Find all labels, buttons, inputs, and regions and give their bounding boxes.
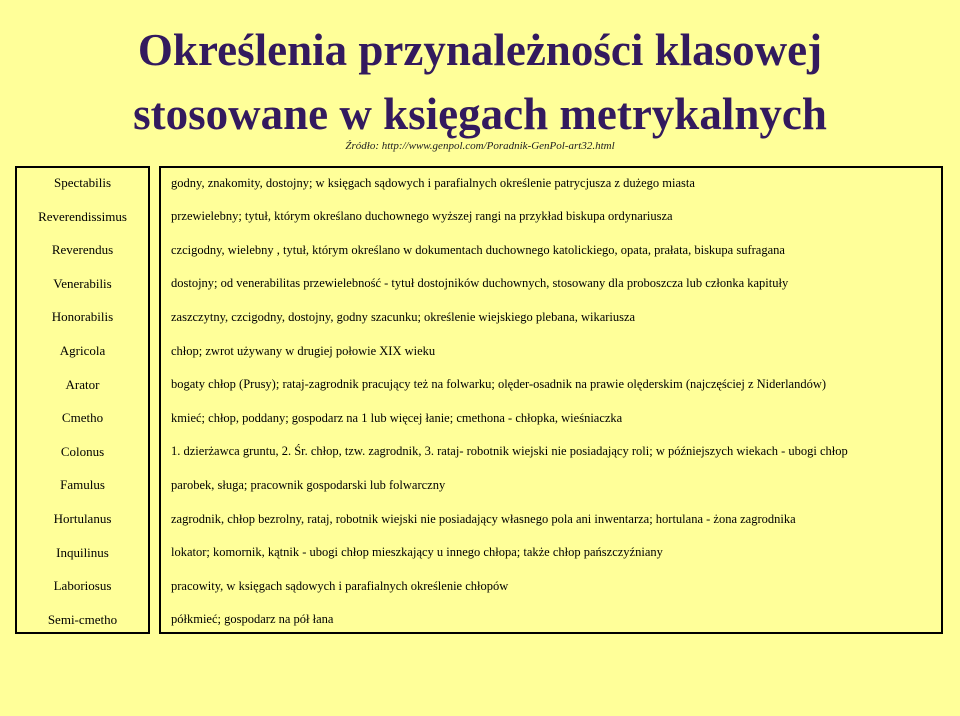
- term-famulus: Famulus: [60, 477, 105, 492]
- desc-reverendus: czcigodny, wielebny , tytuł, którym określano w dokumentach duchownego katolickiego, opata, prałata, biskupa sufragana: [171, 243, 785, 257]
- desc-semi-cmetho: półkmieć; gospodarz na pół łana: [171, 612, 334, 626]
- desc-hortulanus: zagrodnik, chłop bezrolny, rataj, robotnik wiejski nie posiadający własnego pola ani inwentarza; hortulana - żona zagrodnika: [171, 512, 796, 526]
- term-venerabilis: Venerabilis: [53, 276, 112, 291]
- desc-arator: bogaty chłop (Prusy); rataj-zagrodnik pracujący też na folwarku; olęder-osadnik na prawie olęderskim (najczęściej z Niderlandów): [171, 377, 827, 391]
- term-hortulanus: Hortulanus: [53, 511, 112, 526]
- page-title-line-1: Określenia przynależności klasowej: [137, 25, 823, 75]
- source-note: Źródło: http://www.genpol.com/Poradnik-GenPol-art32.html: [345, 140, 615, 152]
- term-agricola: Agricola: [59, 343, 106, 358]
- term-spectabilis: Spectabilis: [53, 175, 112, 190]
- desc-cmetho: kmieć; chłop, poddany; gospodarz na 1 lub więcej łanie; cmethona - chłopka, wieśniaczka: [171, 411, 623, 425]
- descriptions-column: [159, 166, 943, 634]
- desc-laboriosus: pracowity, w księgach sądowych i parafialnych określenie chłopów: [171, 579, 509, 593]
- desc-famulus: parobek, sługa; pracownik gospodarski lub folwarczny: [171, 478, 446, 492]
- term-cmetho: Cmetho: [61, 410, 104, 425]
- term-laboriosus: Laboriosus: [53, 578, 112, 593]
- desc-reverendissimus: przewielebny; tytuł, którym określano duchownego wyższej rangi na przykład biskupa ordynariusza: [171, 209, 673, 223]
- page-title-line-2: stosowane w księgach metrykalnych: [133, 89, 827, 139]
- desc-spectabilis: godny, znakomity, dostojny; w księgach sądowych i parafialnych określenie patrycjusza z dużego miasta: [171, 176, 695, 190]
- desc-inquilinus: lokator; komornik, kątnik - ubogi chłop mieszkający u innego chłopa; także chłop pańszczyźniany: [171, 545, 663, 559]
- desc-colonus: 1. dzierżawca gruntu, 2. Śr. chłop, tzw. zagrodnik, 3. rataj- robotnik wiejski nie posiadający roli; w późniejszych wiekach - ubogi chłop: [171, 444, 848, 458]
- terms-column: [15, 166, 150, 634]
- desc-honorabilis: zaszczytny, czcigodny, dostojny, godny szacunku; określenie wiejskiego plebana, wikariusza: [171, 310, 636, 324]
- term-reverendus: Reverendus: [51, 242, 114, 257]
- term-colonus: Colonus: [60, 444, 105, 459]
- term-arator: Arator: [65, 377, 100, 392]
- term-honorabilis: Honorabilis: [51, 309, 114, 324]
- term-reverendissimus: Reverendissimus: [38, 209, 127, 224]
- desc-venerabilis: dostojny; od venerabilitas przewielebność - tytuł dostojników duchownych, stosowany dla proboszcza lub członka kapituły: [171, 276, 789, 290]
- term-semi-cmetho: Semi-cmetho: [47, 612, 118, 627]
- desc-agricola: chłop; zwrot używany w drugiej połowie XIX wieku: [171, 344, 436, 358]
- term-inquilinus: Inquilinus: [56, 545, 109, 560]
